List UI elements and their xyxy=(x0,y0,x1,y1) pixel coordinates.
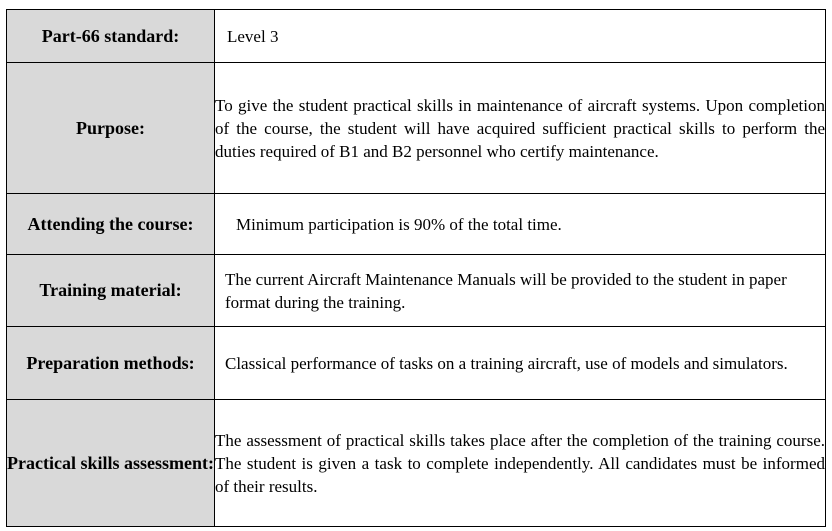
table-row-practical-assessment xyxy=(7,400,826,527)
assessment-text: The assessment of practical skills takes place after the completion of the training course. The student is given a task to complete independently. All candidates must be informed of their results. xyxy=(215,430,825,496)
label-practical-assessment: Practical skills assessment: xyxy=(7,400,215,527)
label-preparation-methods: Preparation methods: xyxy=(7,327,215,400)
table-row-part66-standard xyxy=(7,10,826,63)
value-part66-standard: Level 3 xyxy=(215,10,826,63)
label-part66-standard: Part-66 standard: xyxy=(7,10,215,63)
value-training-material: The current Aircraft Maintenance Manuals will be provided to the student in paper format during the training. xyxy=(215,255,826,327)
table-row-attending xyxy=(7,194,826,255)
value-preparation-methods: Classical performance of tasks on a training aircraft, use of models and simulators. xyxy=(215,327,826,400)
label-purpose: Purpose: xyxy=(7,63,215,194)
value-purpose xyxy=(215,63,826,194)
table-row-training-material xyxy=(7,255,826,327)
label-training-material: Training material: xyxy=(7,255,215,327)
course-info-table xyxy=(6,9,826,527)
purpose-text: To give the student practical skills in maintenance of aircraft systems. Upon completion of the course, the student will have acquired sufficient practical skills to perform the duties required of B1 and B2 personnel who certify maintenance. xyxy=(215,95,825,161)
value-attending: Minimum participation is 90% of the total time. xyxy=(215,194,826,255)
table-row-purpose xyxy=(7,63,826,194)
value-practical-assessment xyxy=(215,400,826,527)
table-row-preparation-methods xyxy=(7,327,826,400)
label-attending: Attending the course: xyxy=(7,194,215,255)
